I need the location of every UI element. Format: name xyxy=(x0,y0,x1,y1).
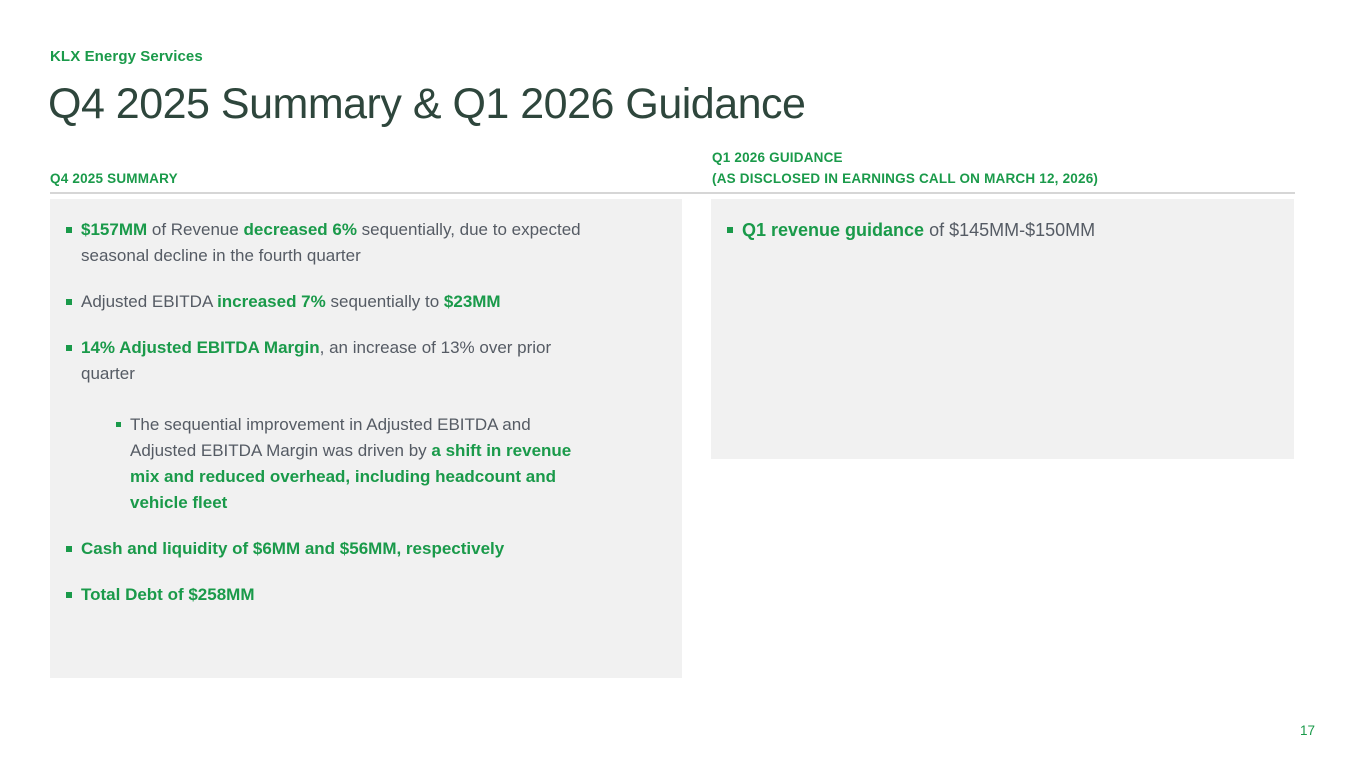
bullet-square-icon xyxy=(66,299,72,305)
bullet-square-icon xyxy=(66,345,72,351)
bullet-text-plain: sequentially to xyxy=(325,292,444,311)
list-item xyxy=(66,289,666,315)
bullet-text xyxy=(81,582,254,608)
bullet-text-emphasis: $23MM xyxy=(443,292,501,311)
bullet-text-plain: of $145MM-$150MM xyxy=(924,220,1096,240)
bullet-text-emphasis: increased 7% xyxy=(217,292,326,311)
brand-label: KLX Energy Services xyxy=(50,48,203,65)
page-number: 17 xyxy=(1299,723,1315,738)
bullet-text-emphasis: 14% Adjusted EBITDA Margin xyxy=(81,338,320,357)
q4-summary-header: Q4 2025 SUMMARY xyxy=(50,171,178,186)
bullet-text-emphasis: decreased 6% xyxy=(243,220,357,239)
bullet-text-plain: sequentially, due to expected seasonal decline in the fourth quarter xyxy=(81,220,581,265)
bullet-text xyxy=(81,335,586,387)
bullet-text-emphasis: $157MM xyxy=(81,220,148,239)
bullet-text-plain: The sequential improvement in Adjusted EBITDA and Adjusted EBITDA Margin was driven by xyxy=(130,415,531,460)
q1-guidance-header-line2: (AS DISCLOSED IN EARNINGS CALL ON MARCH 12, 2026) xyxy=(712,171,1099,186)
list-item xyxy=(727,217,1278,243)
list-item xyxy=(66,582,666,608)
bullet-text-emphasis: Q1 revenue guidance xyxy=(742,220,925,240)
bullet-square-icon xyxy=(116,422,121,427)
page-title: Q4 2025 Summary & Q1 2026 Guidance xyxy=(48,80,806,128)
bullet-square-icon xyxy=(66,227,72,233)
bullet-text-emphasis: a shift in revenue mix and reduced overhead, including headcount and vehicle fleet xyxy=(130,441,572,512)
q4-summary-panel xyxy=(50,199,682,678)
bullet-text-plain: , an increase of 13% over prior quarter xyxy=(81,338,552,383)
bullet-text-plain: of Revenue xyxy=(147,220,244,239)
bullet-square-icon xyxy=(66,592,72,598)
list-item xyxy=(66,536,666,562)
q4-summary-bullet-list xyxy=(50,199,682,608)
list-item xyxy=(66,335,666,387)
bullet-text-emphasis: Cash and liquidity of $6MM and $56MM, respectively xyxy=(81,539,505,558)
section-headers xyxy=(50,148,1295,192)
sub-list-item xyxy=(116,412,666,516)
bullet-square-icon xyxy=(727,227,733,233)
bullet-text xyxy=(81,217,586,269)
header-divider xyxy=(50,192,1295,194)
bullet-text xyxy=(742,217,1095,243)
bullet-text xyxy=(130,412,595,516)
bullet-text xyxy=(81,536,504,562)
q1-guidance-header xyxy=(712,147,1098,189)
bullet-text-emphasis: Total Debt of $258MM xyxy=(81,585,255,604)
bullet-square-icon xyxy=(66,546,72,552)
q1-guidance-header-line1: Q1 2026 GUIDANCE xyxy=(712,150,843,165)
q1-guidance-panel xyxy=(711,199,1294,459)
bullet-text xyxy=(81,289,501,315)
bullet-text-plain: Adjusted EBITDA xyxy=(81,292,218,311)
q1-guidance-bullet-list xyxy=(711,199,1294,243)
list-item xyxy=(66,217,666,269)
